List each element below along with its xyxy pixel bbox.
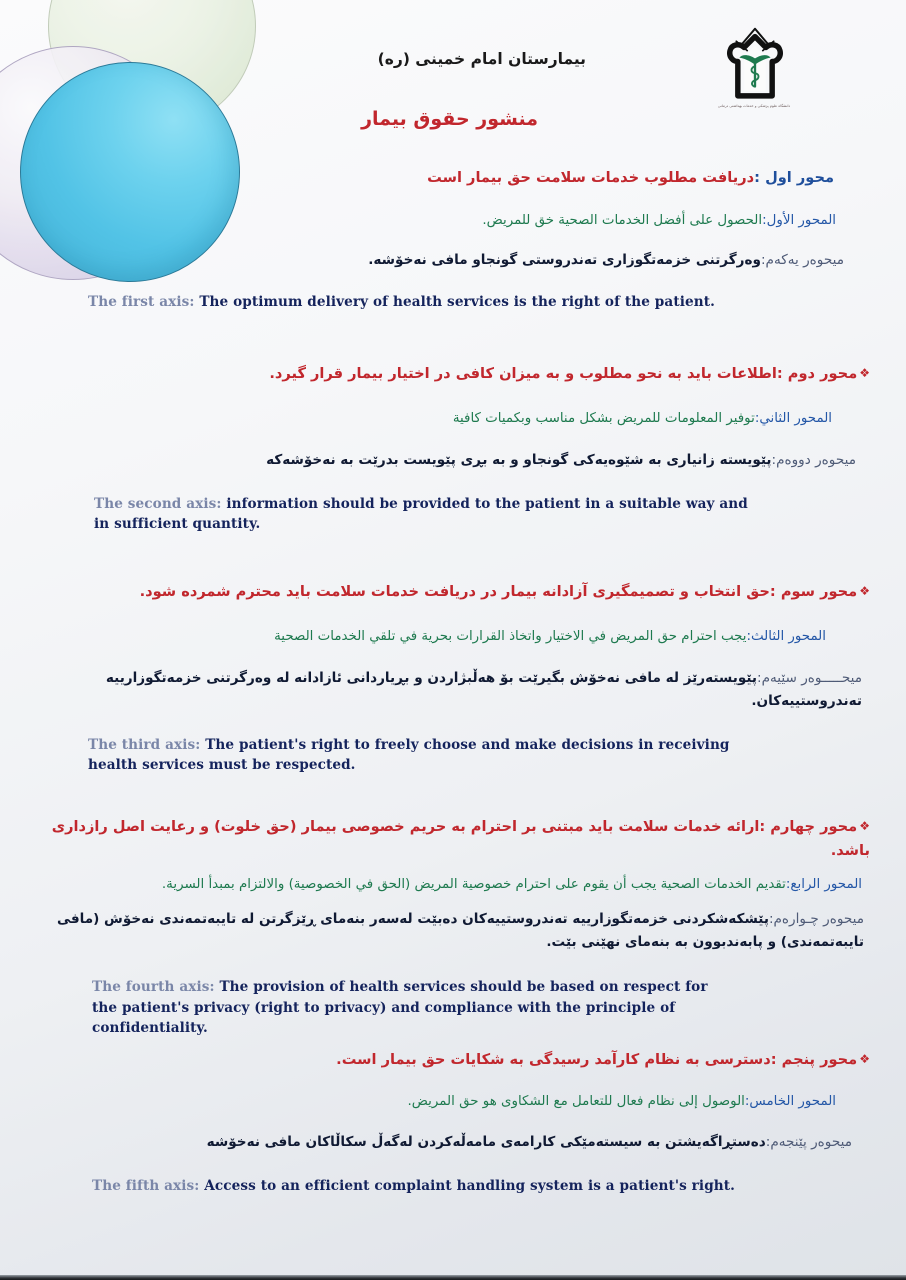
section-5-english-prefix: The fifth axis: bbox=[92, 1177, 200, 1194]
section-5-arabic-text: الوصول إلى نظام فعال للتعامل مع الشكاوى هو حق المريض. bbox=[407, 1094, 745, 1110]
section-3-arabic-line bbox=[36, 626, 870, 647]
section-4-kurdish-text: پێشکەشکردنی خزمەتگوزارییە تەندروستییەکان دەبێت لەسەر بنەمای ڕێزگرتن لە تایبەتمەندی نەخۆش (مافی تایبەتمەندی) و پابەندبوون بە بنەمای نهێنی بێت. bbox=[56, 910, 864, 950]
section-3-english-text: The patient's right to freely choose and make decisions in receiving health services must be respected. bbox=[88, 736, 730, 773]
bullet-icon: ❖ bbox=[859, 819, 870, 834]
section-2-persian-prefix: محور دوم : bbox=[776, 365, 858, 383]
section-4-english-prefix: The fourth axis: bbox=[92, 979, 215, 996]
logo-caption: دانشگاه علوم پزشکی و خدمات بهداشتی درمانی bbox=[717, 104, 791, 108]
section-1-kurdish-text: وەرگرتنی خزمەتگوزاری تەندروستی گونجاو مافی نەخۆشە. bbox=[368, 252, 761, 269]
section-1-english-prefix: The first axis: bbox=[88, 293, 195, 310]
section-3-kurdish-line bbox=[36, 667, 870, 713]
section-2-english-prefix: The second axis: bbox=[94, 495, 222, 512]
section-3-english-prefix: The third axis: bbox=[88, 736, 201, 753]
section-4-persian-prefix: محور چهارم : bbox=[759, 818, 858, 836]
charter-section-1 bbox=[36, 166, 870, 312]
hospital-name: بیمارستان امام خمینی (ره) bbox=[377, 50, 586, 68]
section-4-english-line bbox=[36, 977, 870, 1037]
section-5-arabic-line bbox=[36, 1091, 870, 1112]
section-3-english-line bbox=[36, 735, 870, 775]
section-4-arabic-line bbox=[36, 874, 870, 895]
section-4-kurdish-line bbox=[36, 908, 870, 954]
section-1-persian-prefix: محور اول : bbox=[754, 169, 834, 186]
section-2-arabic-line bbox=[36, 408, 870, 429]
section-2-english-line bbox=[36, 494, 870, 534]
section-4-arabic-text: تقديم الخدمات الصحية يجب أن يقوم على احترام خصوصية المريض (الحق في الخصوصية) والالتزام بمبدأ السرية. bbox=[161, 877, 786, 893]
section-4-arabic-prefix: المحور الرابع: bbox=[785, 877, 862, 893]
section-3-kurdish-text: پێویستەرێز لە مافی نەخۆش بگیرێت بۆ هەڵبژاردن و بڕیاردانی ئازادانە لە وەرگرتنی خزمەتگوزارییە تەندروستییەکان. bbox=[105, 670, 862, 710]
section-5-arabic-prefix: المحور الخامس: bbox=[744, 1094, 836, 1110]
section-5-persian-prefix: محور پنجم : bbox=[770, 1050, 858, 1068]
bullet-icon: ❖ bbox=[859, 1051, 870, 1066]
section-5-persian-text: دسترسی به نظام کارآمد رسیدگی به شکایات حق بیمار است. bbox=[336, 1050, 771, 1068]
section-1-persian-heading bbox=[36, 166, 870, 190]
section-2-kurdish-line bbox=[36, 449, 870, 472]
section-3-persian-prefix: محور سوم : bbox=[769, 583, 858, 601]
page-title: منشور حقوق بیمار bbox=[361, 108, 538, 130]
section-1-persian-text: دریافت مطلوب خدمات سلامت حق بیمار است bbox=[427, 169, 755, 186]
section-1-arabic-prefix: المحور الأول: bbox=[762, 212, 836, 228]
section-3-kurdish-prefix: میحـــــوەر سێیەم: bbox=[757, 670, 862, 687]
section-4-persian-text: ارائه خدمات سلامت باید مبتنی بر احترام به حریم خصوصی بیمار (حق خلوت) و رعایت اصل رازداری باشد. bbox=[51, 818, 870, 859]
bullet-icon: ❖ bbox=[859, 366, 870, 381]
section-2-arabic-prefix: المحور الثاني: bbox=[754, 410, 832, 426]
section-2-kurdish-text: پێویستە زانیاری بە شێوەیەکی گونجاو و بە بڕی پێویست بدرێت بە نەخۆشەکە bbox=[266, 452, 772, 469]
section-2-kurdish-prefix: میحوەر دووەم: bbox=[771, 452, 856, 469]
charter-section-3 bbox=[36, 580, 870, 775]
section-1-kurdish-prefix: میحوەر یەکەم: bbox=[760, 252, 844, 269]
section-2-persian-heading bbox=[36, 362, 870, 386]
section-4-english-text: The provision of health services should be based on respect for the patient's privacy (right to privacy) and compliance with the principle of confidentiality. bbox=[92, 979, 708, 1036]
section-5-kurdish-line bbox=[36, 1131, 870, 1154]
section-5-kurdish-text: دەستڕاگەیشتن بە سیستەمێکی کارامەی مامەڵەکردن لەگەڵ سکاڵاکان مافی نەخۆشە bbox=[206, 1133, 766, 1150]
section-3-arabic-prefix: المحور الثالث: bbox=[746, 628, 826, 644]
section-1-arabic-text: الحصول على أفضل الخدمات الصحية خق للمريض. bbox=[482, 212, 763, 228]
section-1-english-line bbox=[36, 292, 870, 312]
section-5-persian-heading bbox=[36, 1048, 870, 1072]
ministry-of-health-logo-icon bbox=[716, 24, 794, 110]
section-5-english-text: Access to an efficient complaint handling system is a patient's right. bbox=[204, 1177, 735, 1194]
bullet-icon: ❖ bbox=[859, 584, 870, 599]
section-4-kurdish-prefix: میحوەر چـوارەم: bbox=[768, 910, 864, 927]
section-1-kurdish-line bbox=[36, 249, 870, 272]
section-1-arabic-line bbox=[36, 210, 870, 231]
charter-sections bbox=[0, 166, 906, 1196]
charter-section-4 bbox=[36, 815, 870, 1038]
section-5-english-line bbox=[36, 1176, 870, 1196]
section-3-persian-text: حق انتخاب و تصمیمگیری آزادانه بیمار در دریافت خدمات سلامت باید محترم شمرده شود. bbox=[139, 583, 770, 601]
section-3-persian-heading bbox=[36, 580, 870, 604]
charter-section-2 bbox=[36, 362, 870, 534]
section-4-persian-heading bbox=[36, 815, 870, 862]
section-3-arabic-text: يجب احترام حق المريض في الاختيار واتخاذ القرارات بحرية في تلقي الخدمات الصحية bbox=[274, 628, 747, 644]
section-2-english-text: information should be provided to the patient in a suitable way and in sufficient quantity. bbox=[94, 495, 748, 533]
charter-section-5 bbox=[36, 1048, 870, 1196]
section-1-english-text: The optimum delivery of health services is the right of the patient. bbox=[199, 293, 715, 310]
section-5-kurdish-prefix: میحوەر پێنجەم: bbox=[765, 1133, 852, 1150]
document-header bbox=[0, 0, 906, 148]
section-2-persian-text: اطلاعات باید به نحو مطلوب و به میزان کافی در اختیار بیمار قرار گیرد. bbox=[269, 365, 777, 383]
section-2-arabic-text: توفير المعلومات للمريض بشكل مناسب وبكميات كافية bbox=[452, 410, 755, 426]
